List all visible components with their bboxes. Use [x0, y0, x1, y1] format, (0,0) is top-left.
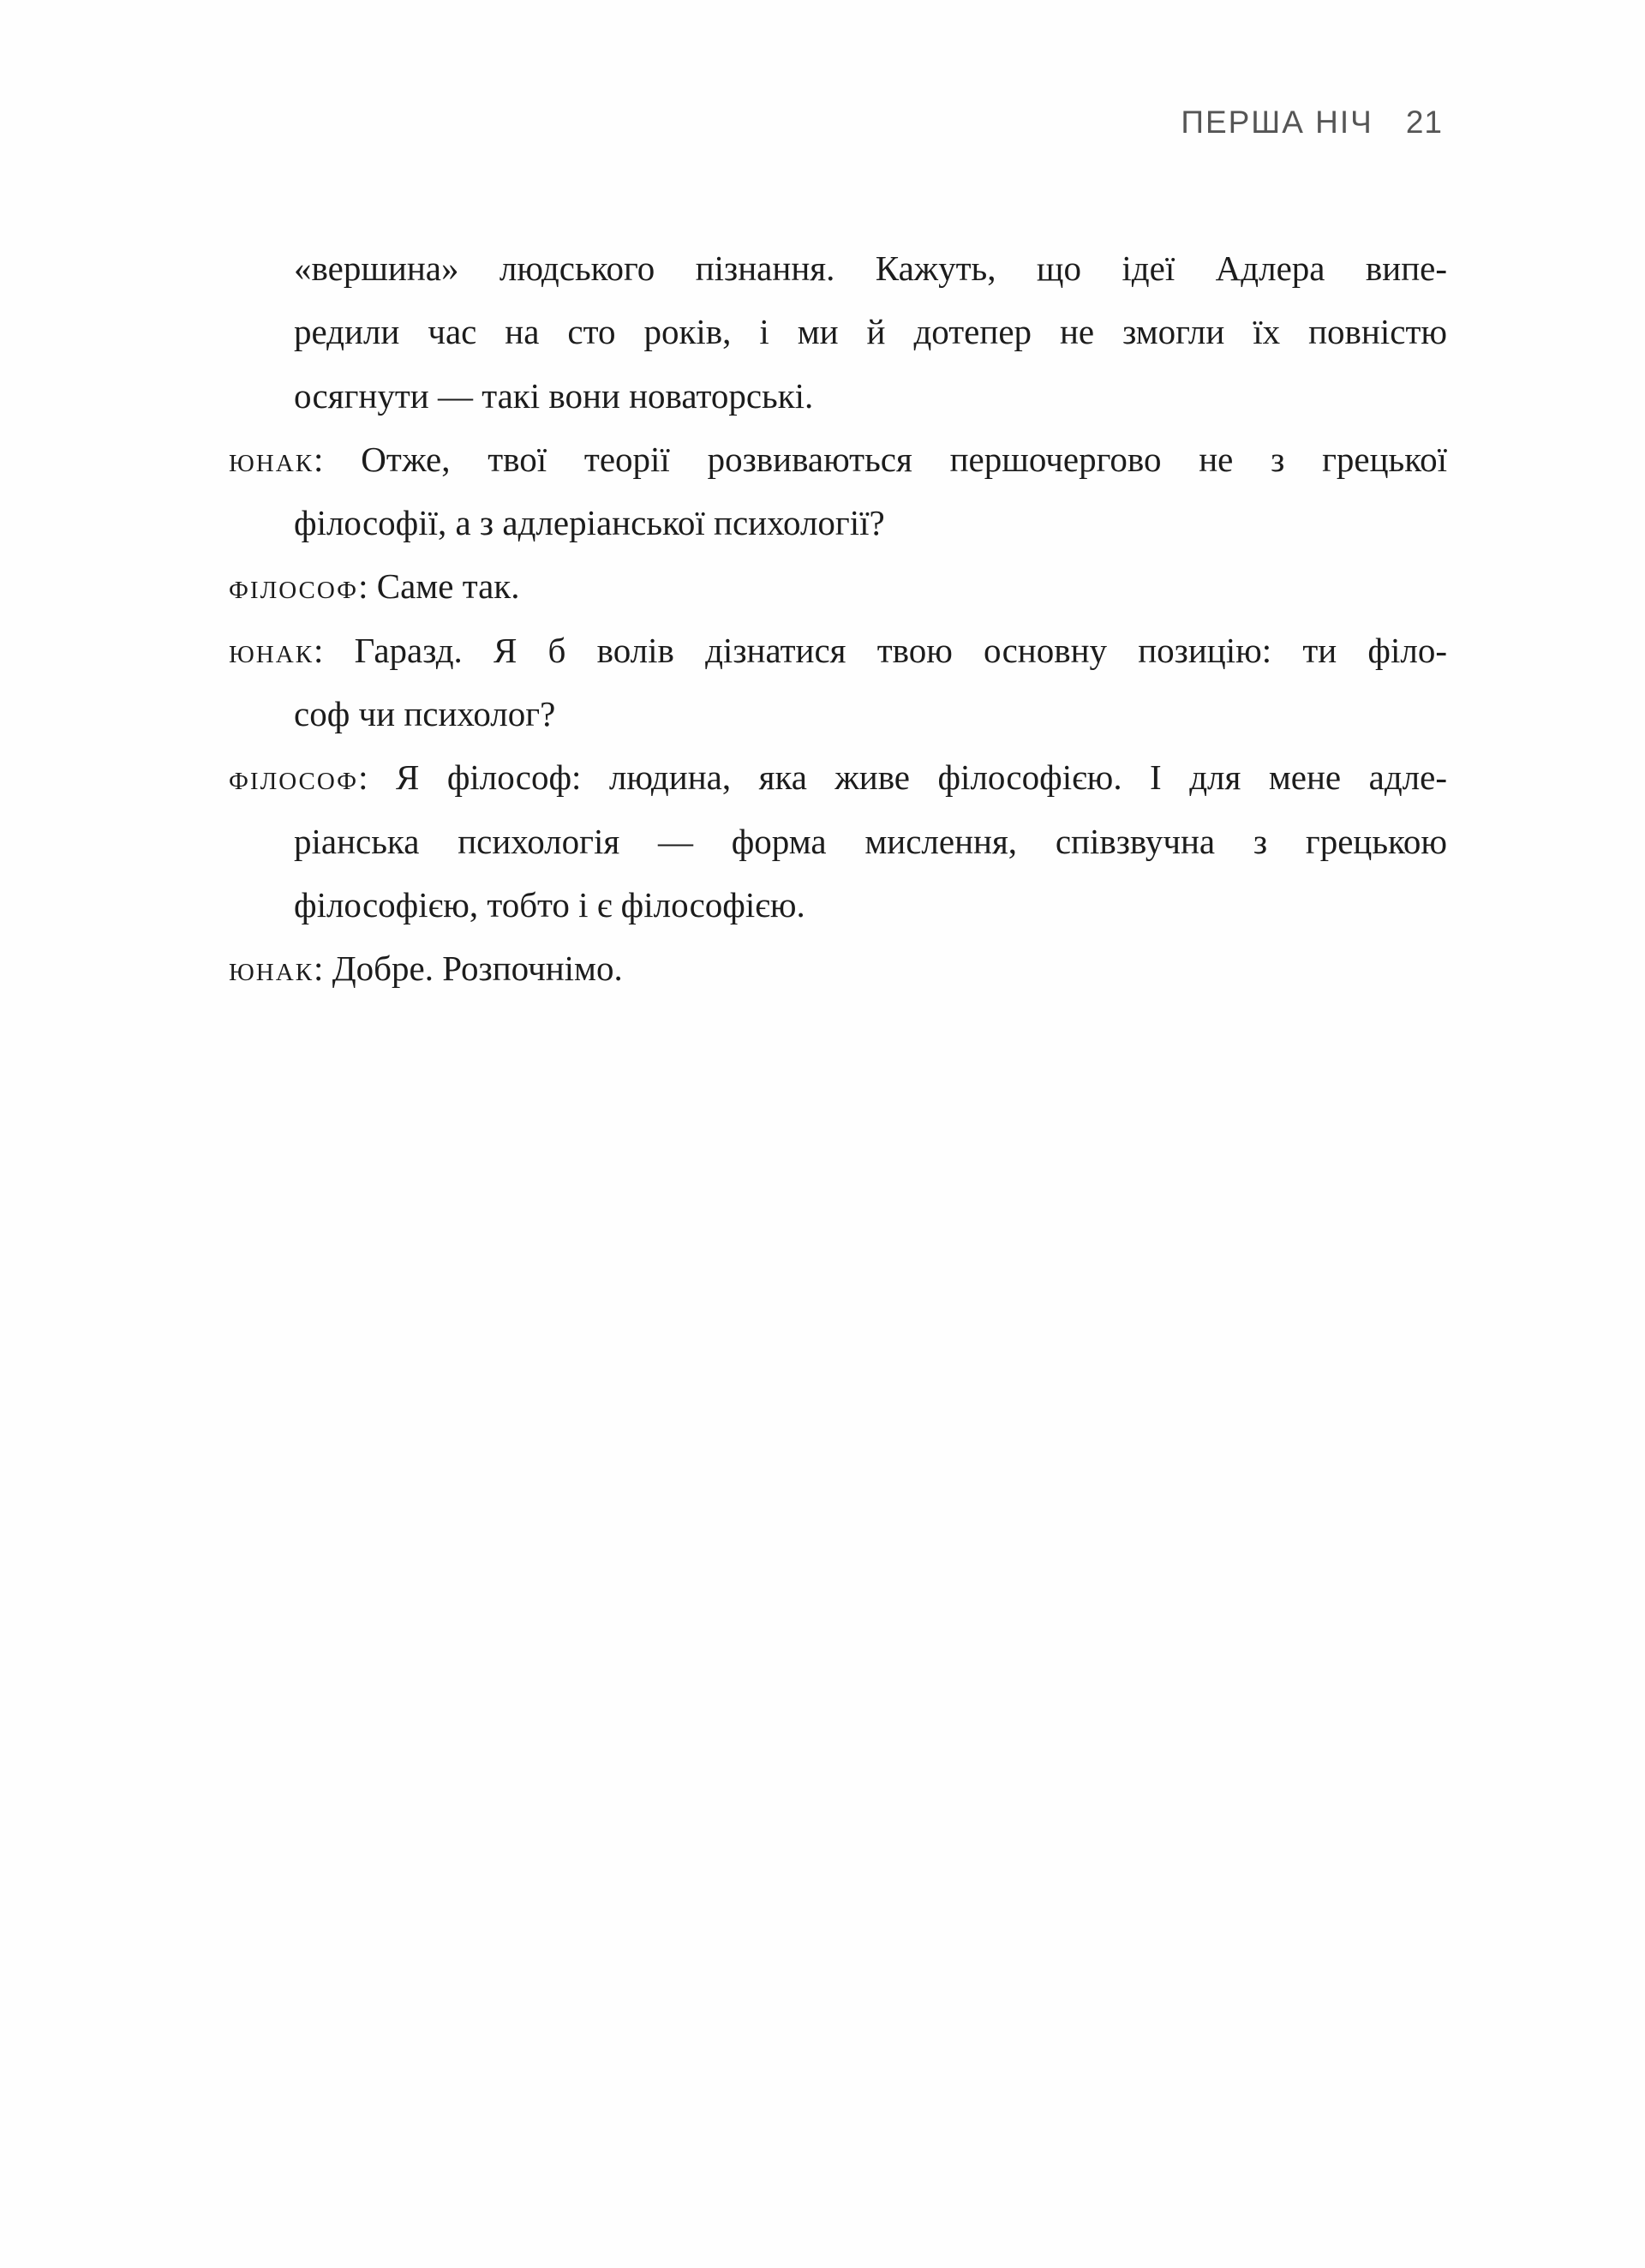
line-text: Гаразд. Я б волів дізнатися твою основну позицію: ти філо- — [354, 630, 1447, 670]
text-line — [229, 873, 1447, 937]
line-text: філософією, тобто і є філософією. — [294, 884, 805, 925]
text-line: юнак: Добре. Розпочнімо. — [229, 948, 623, 989]
page-body — [229, 236, 1447, 1001]
line-text: філософії, а з адлеріанської психології? — [294, 503, 885, 543]
page-number: 21 — [1405, 105, 1443, 140]
line-text: осягнути — такі вони новаторські. — [294, 375, 814, 416]
speaker-label: філософ — [229, 757, 359, 798]
text-line: філософ: Саме так. — [229, 566, 520, 607]
dialogue-paragraph — [229, 428, 1447, 555]
text-line — [229, 682, 1447, 745]
line-text: Я філософ: людина, яка живе філософією. І для мене адле- — [395, 757, 1447, 798]
text-line: юнак: Отже, твої теорії розвиваються першочергово не з грецької — [229, 439, 1447, 479]
text-line — [229, 300, 1447, 363]
running-header — [1181, 105, 1443, 141]
line-text: Саме так. — [376, 566, 520, 607]
speaker-label: юнак — [229, 630, 314, 670]
dialogue-paragraph — [229, 937, 1447, 1000]
dialogue-paragraph — [229, 745, 1447, 937]
speaker-label: філософ — [229, 566, 359, 607]
dialogue-paragraph — [229, 236, 1447, 428]
line-text: редили час на сто років, і ми й дотепер не змогли їх повністю — [294, 312, 1447, 352]
dialogue-paragraph — [229, 554, 1447, 618]
text-line — [229, 236, 1447, 300]
dialogue-paragraph — [229, 619, 1447, 746]
line-text: Добре. Розпочнімо. — [332, 948, 623, 989]
text-line — [229, 810, 1447, 873]
text-line: юнак: Гаразд. Я б волів дізнатися твою основну позицію: ти філо- — [229, 630, 1447, 670]
line-text: ріанська психологія — форма мислення, співзвучна з грецькою — [294, 821, 1447, 861]
speaker-label: юнак — [229, 948, 314, 989]
line-text: Отже, твої теорії розвиваються першочергово не з грецької — [361, 439, 1447, 479]
text-line: філософ: Я філософ: людина, яка живе філософією. І для мене адле- — [229, 757, 1447, 798]
text-line — [229, 364, 1447, 428]
chapter-title: ПЕРША НІЧ — [1181, 105, 1373, 140]
speaker-label: юнак — [229, 439, 314, 479]
line-text: соф чи психолог? — [294, 694, 556, 734]
line-text: «вершина» людського пізнання. Кажуть, що ідеї Адлера випе- — [294, 248, 1447, 288]
text-line — [229, 491, 1447, 554]
